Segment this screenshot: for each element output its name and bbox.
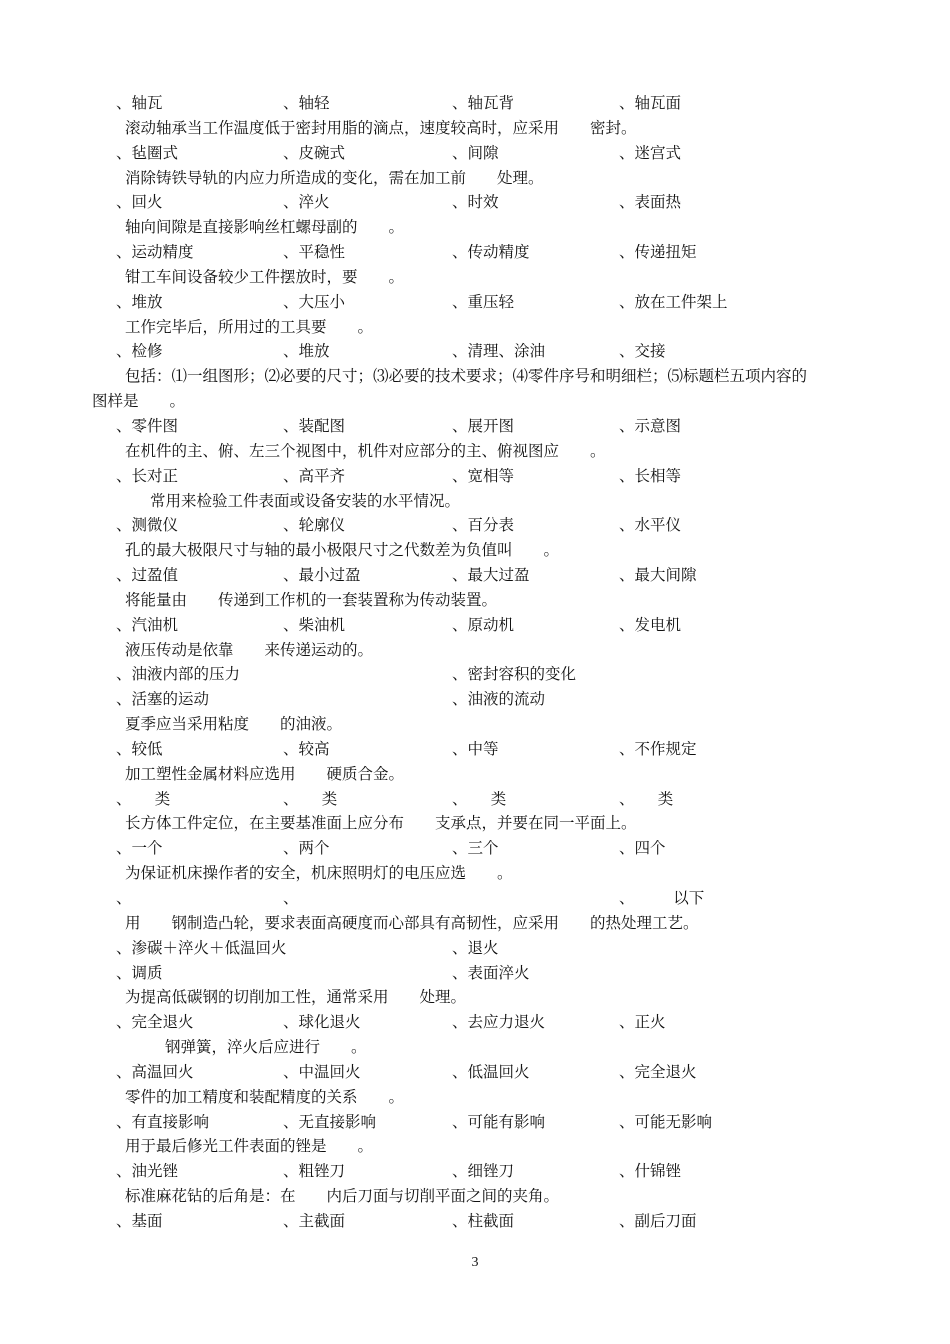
option-a: 、油光锉: [116, 1162, 179, 1181]
option-b: 、最小过盈: [283, 566, 361, 585]
option-d: 、示意图: [619, 416, 682, 435]
option-c: 、轴瓦背: [452, 94, 515, 112]
option-a: 、高温回火: [116, 1062, 194, 1081]
question-text: 零件的加工精度和装配精度的关系 。: [125, 1087, 405, 1106]
option-d: 、 类: [619, 789, 674, 808]
option-d: 、 以下: [619, 889, 705, 907]
option-b: 、粗锉刀: [283, 1162, 346, 1181]
question-row: [0, 1134, 950, 1159]
options-row: [0, 339, 950, 364]
option-a: 、零件图: [116, 416, 179, 435]
question-row: [0, 1035, 950, 1060]
option-c: 、重压轻: [452, 292, 515, 311]
option-b: 、 类: [283, 789, 338, 808]
options-row: [0, 190, 950, 215]
option-b: 、球化退火: [283, 1013, 361, 1032]
options-row: [0, 836, 950, 861]
options-row: [0, 936, 950, 961]
option-c: 、时效: [452, 193, 499, 212]
option-d: 、不作规定: [619, 739, 697, 758]
option-a: 、一个: [116, 839, 163, 858]
question-row: [0, 1085, 950, 1110]
question-row: [0, 215, 950, 240]
option-a: 、活塞的运动: [116, 690, 210, 709]
options-row: [0, 141, 950, 166]
option-a: 、调质: [116, 963, 163, 982]
options-row: [0, 563, 950, 588]
option-c: 、百分表: [452, 516, 515, 535]
option-b: 、大压小: [283, 292, 346, 311]
option-a: 、轴瓦: [116, 94, 163, 112]
option-a: 、油液内部的压力: [116, 665, 241, 684]
option-a: 、: [116, 889, 132, 907]
question-text: 钳工车间设备较少工件摆放时，要 。: [125, 267, 405, 286]
question-row: [0, 439, 950, 464]
question-text: 加工塑性金属材料应选用 硬质合金。: [125, 764, 405, 783]
question-row: [0, 638, 950, 663]
option-a: 、有直接影响: [116, 1112, 210, 1131]
option-b: 、平稳性: [283, 243, 346, 262]
question-row: [0, 166, 950, 191]
question-text: 包括：⑴一组图形；⑵必要的尺寸；⑶必要的技术要求；⑷零件序号和明细栏；⑸标题栏五项内容的: [125, 367, 808, 386]
option-c: 、可能有影响: [452, 1112, 546, 1131]
option-b: 、较高: [283, 739, 330, 758]
question-text: 长方体工件定位，在主要基准面上应分布 支承点，并要在同一平面上。: [125, 814, 637, 833]
option-a: 、完全退火: [116, 1013, 194, 1032]
options-row: [0, 414, 950, 439]
question-text: 液压传动是依靠 来传递运动的。: [125, 640, 374, 659]
option-d: 、水平仪: [619, 516, 682, 535]
option-c: 、间隙: [452, 143, 499, 162]
option-a: 、堆放: [116, 292, 163, 311]
question-row: [0, 389, 950, 414]
option-a: 、长对正: [116, 466, 179, 485]
question-row: [0, 712, 950, 737]
question-text: 用于最后修光工件表面的锉是 。: [125, 1137, 374, 1156]
question-row: [0, 911, 950, 936]
page-number: 3: [471, 1255, 479, 1270]
options-row: [0, 787, 950, 812]
question-text: 用 钢制造凸轮，要求表面高硬度而心部具有高韧性，应采用 的热处理工艺。: [125, 913, 699, 932]
option-a: 、渗碳＋淬火＋低温回火: [116, 938, 287, 957]
option-a: 、检修: [116, 342, 163, 361]
option-b: 、堆放: [283, 342, 330, 361]
question-text: 将能量由 传递到工作机的一套装置称为传动装置。: [125, 590, 498, 609]
options-row: [0, 464, 950, 489]
options-row: [0, 687, 950, 712]
option-a: 、 类: [116, 789, 171, 808]
option-c: 、去应力退火: [452, 1013, 546, 1032]
options-row: [0, 1010, 950, 1035]
option-d: 、长相等: [619, 466, 682, 485]
option-a: 、回火: [116, 193, 163, 212]
question-row: [0, 811, 950, 836]
question-row: [0, 364, 950, 389]
option-b: 、密封容积的变化: [452, 665, 577, 684]
option-b: 、中温回火: [283, 1062, 361, 1081]
option-c: 、最大过盈: [452, 566, 530, 585]
question-text: 孔的最大极限尺寸与轴的最小极限尺寸之代数差为负值叫 。: [125, 541, 560, 560]
question-row: [0, 1184, 950, 1209]
options-row: [0, 886, 950, 911]
option-d: 、表面热: [619, 193, 682, 212]
question-row: [0, 265, 950, 290]
options-row: [0, 613, 950, 638]
question-text: 消除铸铁导轨的内应力所造成的变化，需在加工前 处理。: [125, 168, 544, 187]
option-d: 、放在工件架上: [619, 292, 728, 311]
options-row: [0, 1159, 950, 1184]
option-d: 、正火: [619, 1013, 666, 1032]
options-row: [0, 513, 950, 538]
option-c: 、清理、涂油: [452, 342, 546, 361]
question-row: [0, 538, 950, 563]
option-b: 、油液的流动: [452, 690, 546, 709]
option-d: 、交接: [619, 342, 666, 361]
option-a: 、毡圈式: [116, 143, 179, 162]
option-c: 、柱截面: [452, 1211, 515, 1230]
option-c: 、 类: [452, 789, 507, 808]
options-row: [0, 737, 950, 762]
question-row: [0, 985, 950, 1010]
question-text: 常用来检验工件表面或设备安装的水平情况。: [150, 491, 461, 510]
option-b: 、轴轻: [283, 94, 330, 112]
options-row: [0, 662, 950, 687]
option-c: 、宽相等: [452, 466, 515, 485]
option-a: 、汽油机: [116, 615, 179, 634]
option-b: 、主截面: [283, 1211, 346, 1230]
options-row: [0, 961, 950, 986]
question-text: 为提高低碳钢的切削加工性，通常采用 处理。: [125, 988, 467, 1007]
option-a: 、基面: [116, 1211, 163, 1230]
option-b: 、淬火: [283, 193, 330, 212]
question-text: 标准麻花钻的后角是：在 内后刀面与切削平面之间的夹角。: [125, 1187, 560, 1206]
question-row: [0, 116, 950, 141]
question-row: [0, 489, 950, 514]
question-list: [0, 91, 950, 1234]
option-d: 、传递扭矩: [619, 243, 697, 262]
option-b: 、两个: [283, 839, 330, 858]
option-d: 、什锦锉: [619, 1162, 682, 1181]
question-text: 为保证机床操作者的安全，机床照明灯的电压应选 。: [125, 864, 513, 883]
option-a: 、过盈值: [116, 566, 179, 585]
option-c: 、细锉刀: [452, 1162, 515, 1181]
option-b: 、高平齐: [283, 466, 346, 485]
option-b: 、退火: [452, 938, 499, 957]
option-d: 、最大间隙: [619, 566, 697, 585]
option-b: 、: [283, 889, 299, 907]
option-c: 、展开图: [452, 416, 515, 435]
option-c: 、传动精度: [452, 243, 530, 262]
options-row: [0, 91, 950, 116]
option-b: 、轮廓仪: [283, 516, 346, 535]
option-c: 、原动机: [452, 615, 515, 634]
option-d: 、副后刀面: [619, 1211, 697, 1230]
option-b: 、皮碗式: [283, 143, 346, 162]
options-row: [0, 240, 950, 265]
option-d: 、迷宫式: [619, 143, 682, 162]
option-a: 、较低: [116, 739, 163, 758]
option-d: 、完全退火: [619, 1062, 697, 1081]
option-c: 、低温回火: [452, 1062, 530, 1081]
options-row: [0, 1110, 950, 1135]
option-d: 、发电机: [619, 615, 682, 634]
option-a: 、运动精度: [116, 243, 194, 262]
question-continuation: 图样是 。: [92, 392, 186, 411]
option-c: 、中等: [452, 739, 499, 758]
question-text: 夏季应当采用粘度 的油液。: [125, 715, 343, 734]
question-row: [0, 762, 950, 787]
option-b: 、装配图: [283, 416, 346, 435]
option-b: 、无直接影响: [283, 1112, 377, 1131]
option-b: 、表面淬火: [452, 963, 530, 982]
question-text: 滚动轴承当工作温度低于密封用脂的滴点，速度较高时，应采用 密封。: [125, 118, 637, 137]
option-a: 、测微仪: [116, 516, 179, 535]
options-row: [0, 1209, 950, 1234]
options-row: [0, 1060, 950, 1085]
question-text: 钢弹簧，淬火后应进行 。: [165, 1038, 367, 1057]
option-d: 、轴瓦面: [619, 94, 682, 112]
question-row: [0, 861, 950, 886]
question-row: [0, 315, 950, 340]
options-row: [0, 290, 950, 315]
question-row: [0, 588, 950, 613]
question-text: 在机件的主、俯、左三个视图中，机件对应部分的主、俯视图应 。: [125, 441, 606, 460]
question-text: 轴向间隙是直接影响丝杠螺母副的 。: [125, 218, 405, 237]
option-d: 、可能无影响: [619, 1112, 713, 1131]
option-c: 、三个: [452, 839, 499, 858]
option-b: 、柴油机: [283, 615, 346, 634]
option-d: 、四个: [619, 839, 666, 858]
question-text: 工作完毕后，所用过的工具要 。: [125, 317, 374, 336]
